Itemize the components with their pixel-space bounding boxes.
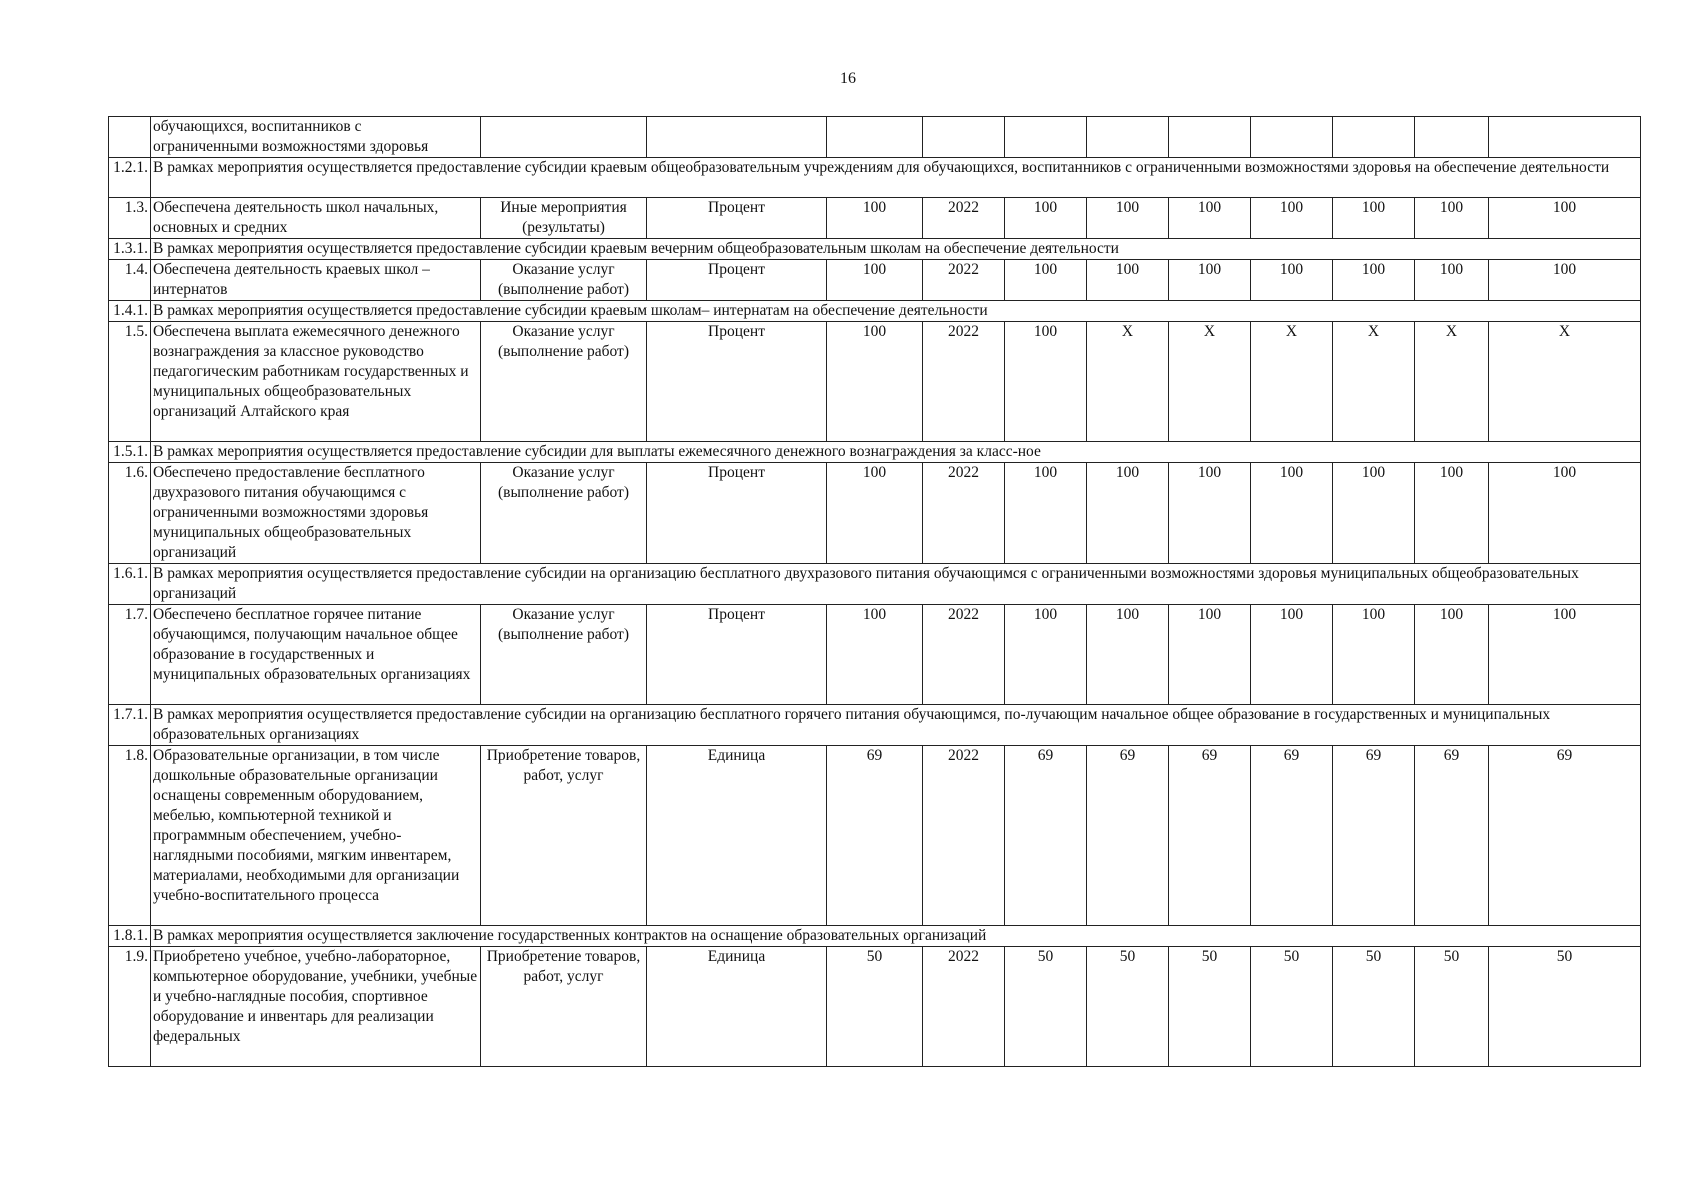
measure-type: Оказание услуг (выполнение работ) [481,260,647,301]
year-value: 100 [1251,198,1333,239]
year-value: 100 [1087,260,1169,301]
base-year: 2022 [923,198,1005,239]
unit-of-measure: Процент [647,260,827,301]
row-number: 1.5. [109,322,151,442]
base-value: 100 [827,260,923,301]
row-number: 1.4.1. [109,301,151,322]
row-number: 1.6. [109,463,151,564]
indicator-row [109,198,1641,239]
year-value: 100 [1169,605,1251,705]
year-value: 100 [1087,605,1169,705]
year-value: X [1251,322,1333,442]
row-number: 1.8.1. [109,926,151,947]
unit-of-measure: Единица [647,947,827,1067]
indicator-name: Приобретено учебное, учебно-лабораторное, компьютерное оборудование, учебники, учебные и учебно-наглядные пособия, спортивное оборудование и инвентарь для реализации федеральных [151,947,481,1067]
year-value: 100 [1005,198,1087,239]
page-number: 16 [840,70,856,87]
activity-note-row [109,239,1641,260]
indicators-table [108,116,1641,1067]
year-value: 100 [1333,260,1415,301]
row-number: 1.9. [109,947,151,1067]
year-value: 100 [1005,605,1087,705]
measure-type: Оказание услуг (выполнение работ) [481,463,647,564]
indicator-name: Обеспечена выплата ежемесячного денежного вознаграждения за классное руководство педагогическим работникам государственных и муниципальных общеобразовательных организаций Алтайского края [151,322,481,442]
year-value: 50 [1333,947,1415,1067]
indicator-name: Обеспечена деятельность школ начальных, основных и средних [151,198,481,239]
year-value: X [1169,322,1251,442]
year-value: 100 [1251,260,1333,301]
base-year: 2022 [923,463,1005,564]
base-year: 2022 [923,746,1005,926]
continuation-row [109,117,1641,158]
base-value: 69 [827,746,923,926]
year-value: 100 [1087,463,1169,564]
activity-note-row [109,442,1641,463]
unit-of-measure: Процент [647,463,827,564]
year-value: 100 [1005,463,1087,564]
year-value: 100 [1251,463,1333,564]
row-number: 1.5.1. [109,442,151,463]
year-value: 69 [1333,746,1415,926]
year-value: 69 [1087,746,1169,926]
year-value: 69 [1169,746,1251,926]
activity-note-row [109,926,1641,947]
activity-description: В рамках мероприятия осуществляется заключение государственных контрактов на оснащение образовательных организаций [151,926,1641,947]
year-value: 69 [1005,746,1087,926]
base-value: 100 [827,322,923,442]
measure-type: Приобретение товаров, работ, услуг [481,746,647,926]
measure-type: Оказание услуг (выполнение работ) [481,605,647,705]
year-value: 50 [1169,947,1251,1067]
year-value: 69 [1415,746,1489,926]
indicator-row [109,322,1641,442]
indicator-row [109,605,1641,705]
row-number: 1.7.1. [109,705,151,746]
activity-description: В рамках мероприятия осуществляется предоставление субсидии краевым школам– интернатам на обеспечение деятельности [151,301,1641,322]
year-value: 100 [1333,605,1415,705]
year-value: 100 [1415,605,1489,705]
indicator-name: Обеспечено предоставление бесплатного двухразового питания обучающимся с ограниченными возможностями здоровья муниципальных общеобразовательных организаций [151,463,481,564]
base-year: 2022 [923,322,1005,442]
year-value: 100 [1415,463,1489,564]
unit-of-measure: Процент [647,605,827,705]
measure-type: Иные мероприятия (результаты) [481,198,647,239]
row-number: 1.2.1. [109,158,151,198]
indicator-name: обучающихся, воспитанников с ограниченными возможностями здоровья [151,117,481,158]
year-value: 100 [1415,260,1489,301]
year-value: 100 [1005,260,1087,301]
row-number: 1.3.1. [109,239,151,260]
year-value: X [1415,322,1489,442]
unit-of-measure: Процент [647,322,827,442]
year-value: 100 [1489,605,1641,705]
activity-description: В рамках мероприятия осуществляется предоставление субсидии на организацию бесплатного горячего питания обучающимся, по-лучающим начальное общее образование в государственных и муниципальных образовательных организациях [151,705,1641,746]
year-value: 100 [1169,463,1251,564]
year-value: 50 [1415,947,1489,1067]
measure-type: Приобретение товаров, работ, услуг [481,947,647,1067]
year-value: 50 [1005,947,1087,1067]
unit-of-measure: Процент [647,198,827,239]
indicator-name: Обеспечена деятельность краевых школ – интернатов [151,260,481,301]
base-year: 2022 [923,947,1005,1067]
activity-description: В рамках мероприятия осуществляется предоставление субсидии краевым вечерним общеобразовательным школам на обеспечение деятельности [151,239,1641,260]
base-value: 50 [827,947,923,1067]
base-value: 100 [827,605,923,705]
indicator-row [109,463,1641,564]
year-value: X [1489,322,1641,442]
year-value: 50 [1251,947,1333,1067]
measure-type: Оказание услуг (выполнение работ) [481,322,647,442]
indicator-row [109,947,1641,1067]
year-value: 100 [1005,322,1087,442]
indicator-name: Обеспечено бесплатное горячее питание обучающимся, получающим начальное общее образование в государственных и муниципальных образовательных организациях [151,605,481,705]
year-value: 69 [1251,746,1333,926]
indicator-row [109,260,1641,301]
year-value: 50 [1087,947,1169,1067]
base-year: 2022 [923,605,1005,705]
row-number: 1.4. [109,260,151,301]
activity-note-row [109,705,1641,746]
year-value: 50 [1489,947,1641,1067]
row-number: 1.3. [109,198,151,239]
year-value: X [1087,322,1169,442]
year-value: 100 [1489,463,1641,564]
activity-description: В рамках мероприятия осуществляется предоставление субсидии краевым общеобразовательным учреждениям для обучающихся, воспитанников с ограниченными возможностями здоровья на обеспечение деятельности [151,158,1641,198]
row-number: 1.6.1. [109,564,151,605]
base-year: 2022 [923,260,1005,301]
activity-note-row [109,564,1641,605]
year-value: 100 [1169,198,1251,239]
activity-description: В рамках мероприятия осуществляется предоставление субсидии для выплаты ежемесячного денежного вознаграждения за класс-ное [151,442,1641,463]
year-value: 100 [1489,198,1641,239]
activity-note-row [109,301,1641,322]
activity-description: В рамках мероприятия осуществляется предоставление субсидии на организацию бесплатного двухразового питания обучающимся с ограниченными возможностями здоровья муниципальных общеобразовательных организаций [151,564,1641,605]
row-number: 1.7. [109,605,151,705]
year-value: 100 [1333,463,1415,564]
unit-of-measure: Единица [647,746,827,926]
year-value: 100 [1251,605,1333,705]
year-value: X [1333,322,1415,442]
year-value: 100 [1489,260,1641,301]
row-number: 1.8. [109,746,151,926]
base-value: 100 [827,198,923,239]
indicator-row [109,746,1641,926]
year-value: 100 [1415,198,1489,239]
year-value: 100 [1169,260,1251,301]
year-value: 100 [1333,198,1415,239]
year-value: 100 [1087,198,1169,239]
indicator-name: Образовательные организации, в том числе дошкольные образовательные организации оснащены современным оборудованием, мебелью, компьютерной техникой и программным обеспечением, учебно-наглядными пособиями, мягким инвентарем, материалами, необходимыми для организации учебно-воспитательного процесса [151,746,481,926]
activity-note-row [109,158,1641,198]
year-value: 69 [1489,746,1641,926]
base-value: 100 [827,463,923,564]
